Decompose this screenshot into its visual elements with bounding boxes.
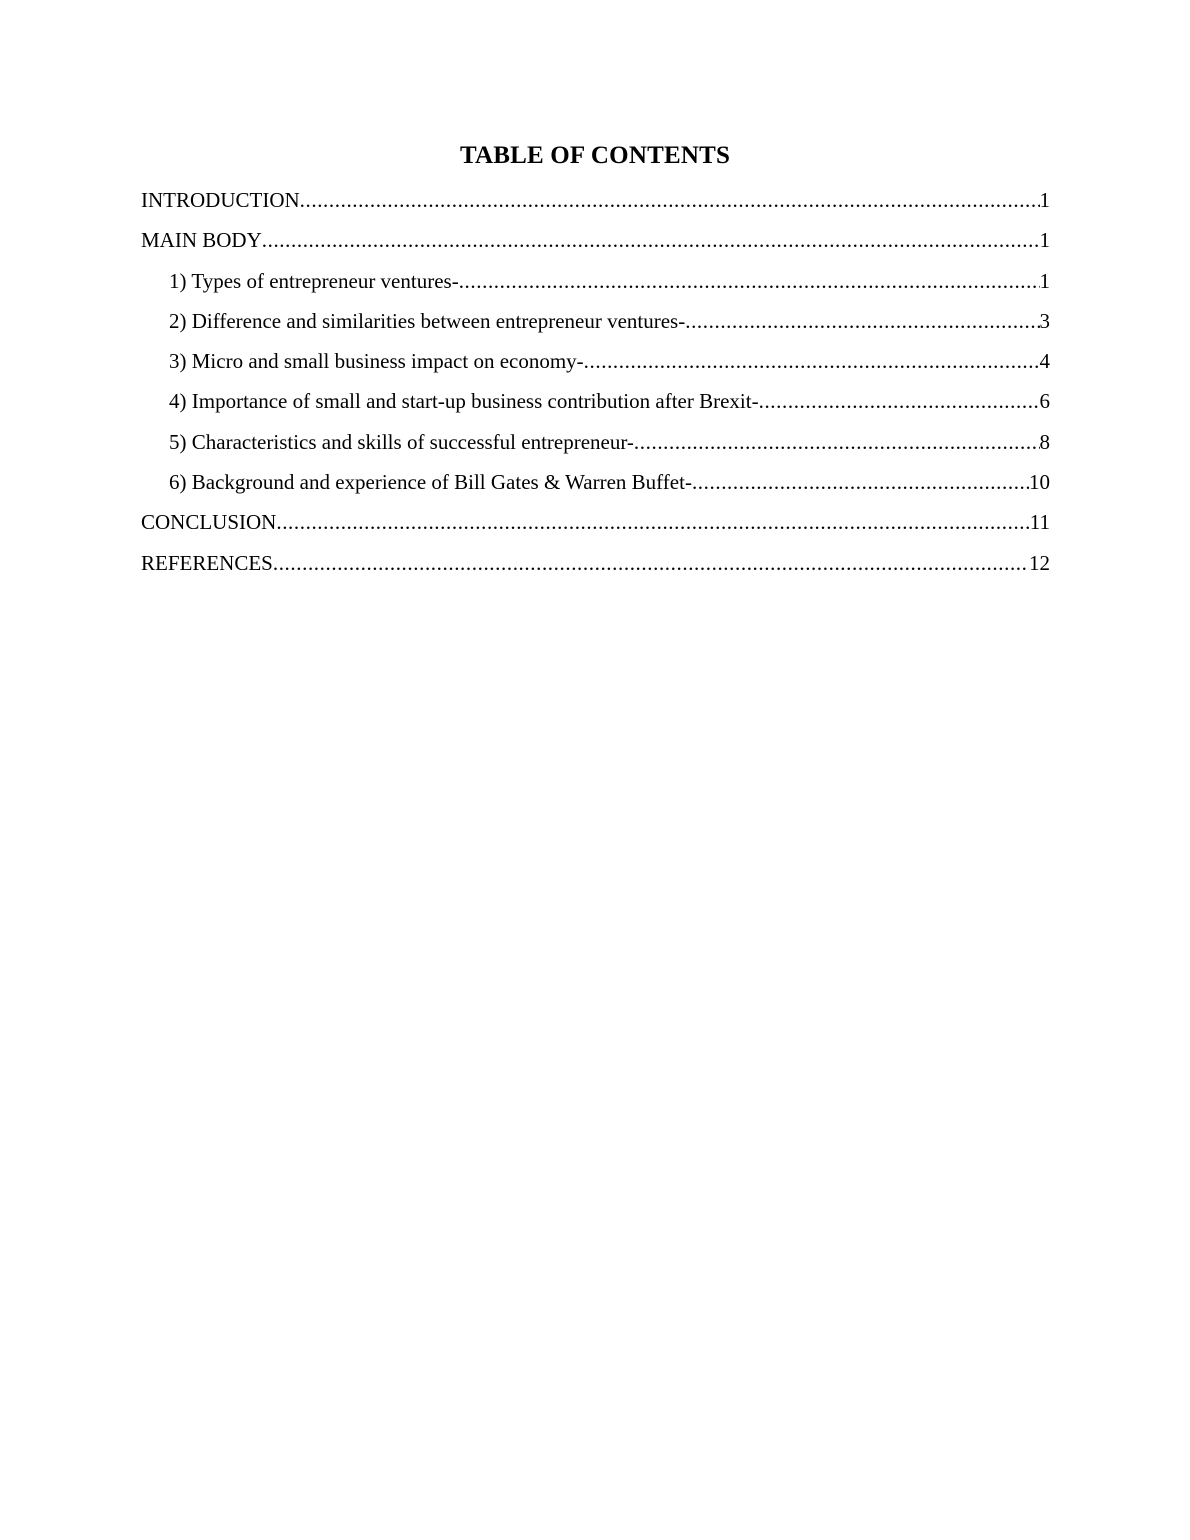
toc-entry-label: 2) Difference and similarities between entrepreneur ventures- bbox=[169, 308, 686, 333]
toc-entry-label: 4) Importance of small and start-up business contribution after Brexit- bbox=[169, 389, 759, 414]
toc-entry-references[interactable] bbox=[141, 547, 1050, 587]
toc-entry-types-of-ventures[interactable] bbox=[141, 265, 1050, 305]
toc-entry-page-number: 10 bbox=[1029, 470, 1050, 495]
toc-entry-page-number: 1 bbox=[1039, 268, 1050, 293]
dot-leader bbox=[692, 466, 1029, 498]
dot-leader bbox=[459, 265, 1040, 297]
toc-entry-brexit-contribution[interactable] bbox=[141, 385, 1050, 425]
toc-entry-label: REFERENCES bbox=[141, 550, 273, 575]
toc-entry-label: MAIN BODY bbox=[141, 228, 262, 253]
toc-entry-page-number: 1 bbox=[1039, 228, 1050, 253]
toc-entry-label: 6) Background and experience of Bill Gates & Warren Buffet- bbox=[169, 470, 692, 495]
dot-leader bbox=[276, 506, 1029, 538]
toc-entry-label: INTRODUCTION bbox=[141, 188, 300, 212]
toc-entry-label: CONCLUSION bbox=[141, 510, 277, 535]
toc-entry-label: 3) Micro and small business impact on economy- bbox=[169, 349, 584, 374]
toc-entry-page-number: 1 bbox=[1039, 188, 1050, 212]
toc-entry-page-number: 6 bbox=[1039, 389, 1050, 414]
toc-entry-background-and-experience[interactable] bbox=[141, 466, 1050, 506]
toc-entry-main-body[interactable] bbox=[141, 224, 1050, 264]
toc-entry-page-number: 11 bbox=[1029, 510, 1050, 535]
toc-entry-conclusion[interactable] bbox=[141, 506, 1050, 546]
dot-leader bbox=[685, 305, 1039, 337]
table-of-contents bbox=[141, 184, 1050, 587]
toc-entry-label: 1) Types of entrepreneur ventures- bbox=[169, 268, 459, 293]
toc-entry-page-number: 4 bbox=[1039, 349, 1050, 374]
toc-entry-introduction[interactable] bbox=[141, 184, 1050, 224]
dot-leader bbox=[273, 547, 1029, 579]
toc-entry-page-number: 3 bbox=[1039, 308, 1050, 333]
toc-entry-page-number: 8 bbox=[1039, 429, 1050, 454]
toc-entry-micro-and-small-business[interactable] bbox=[141, 345, 1050, 385]
toc-entry-label: 5) Characteristics and skills of successful entrepreneur- bbox=[169, 429, 634, 454]
toc-entry-difference-and-similarities[interactable] bbox=[141, 305, 1050, 345]
dot-leader bbox=[262, 224, 1040, 256]
dot-leader bbox=[759, 385, 1040, 417]
dot-leader bbox=[300, 184, 1040, 216]
toc-title: TABLE OF CONTENTS bbox=[459, 142, 731, 169]
toc-entry-page-number: 12 bbox=[1029, 550, 1050, 575]
dot-leader bbox=[634, 426, 1040, 458]
toc-entry-characteristics-and-skills[interactable] bbox=[141, 426, 1050, 466]
dot-leader bbox=[584, 345, 1040, 377]
